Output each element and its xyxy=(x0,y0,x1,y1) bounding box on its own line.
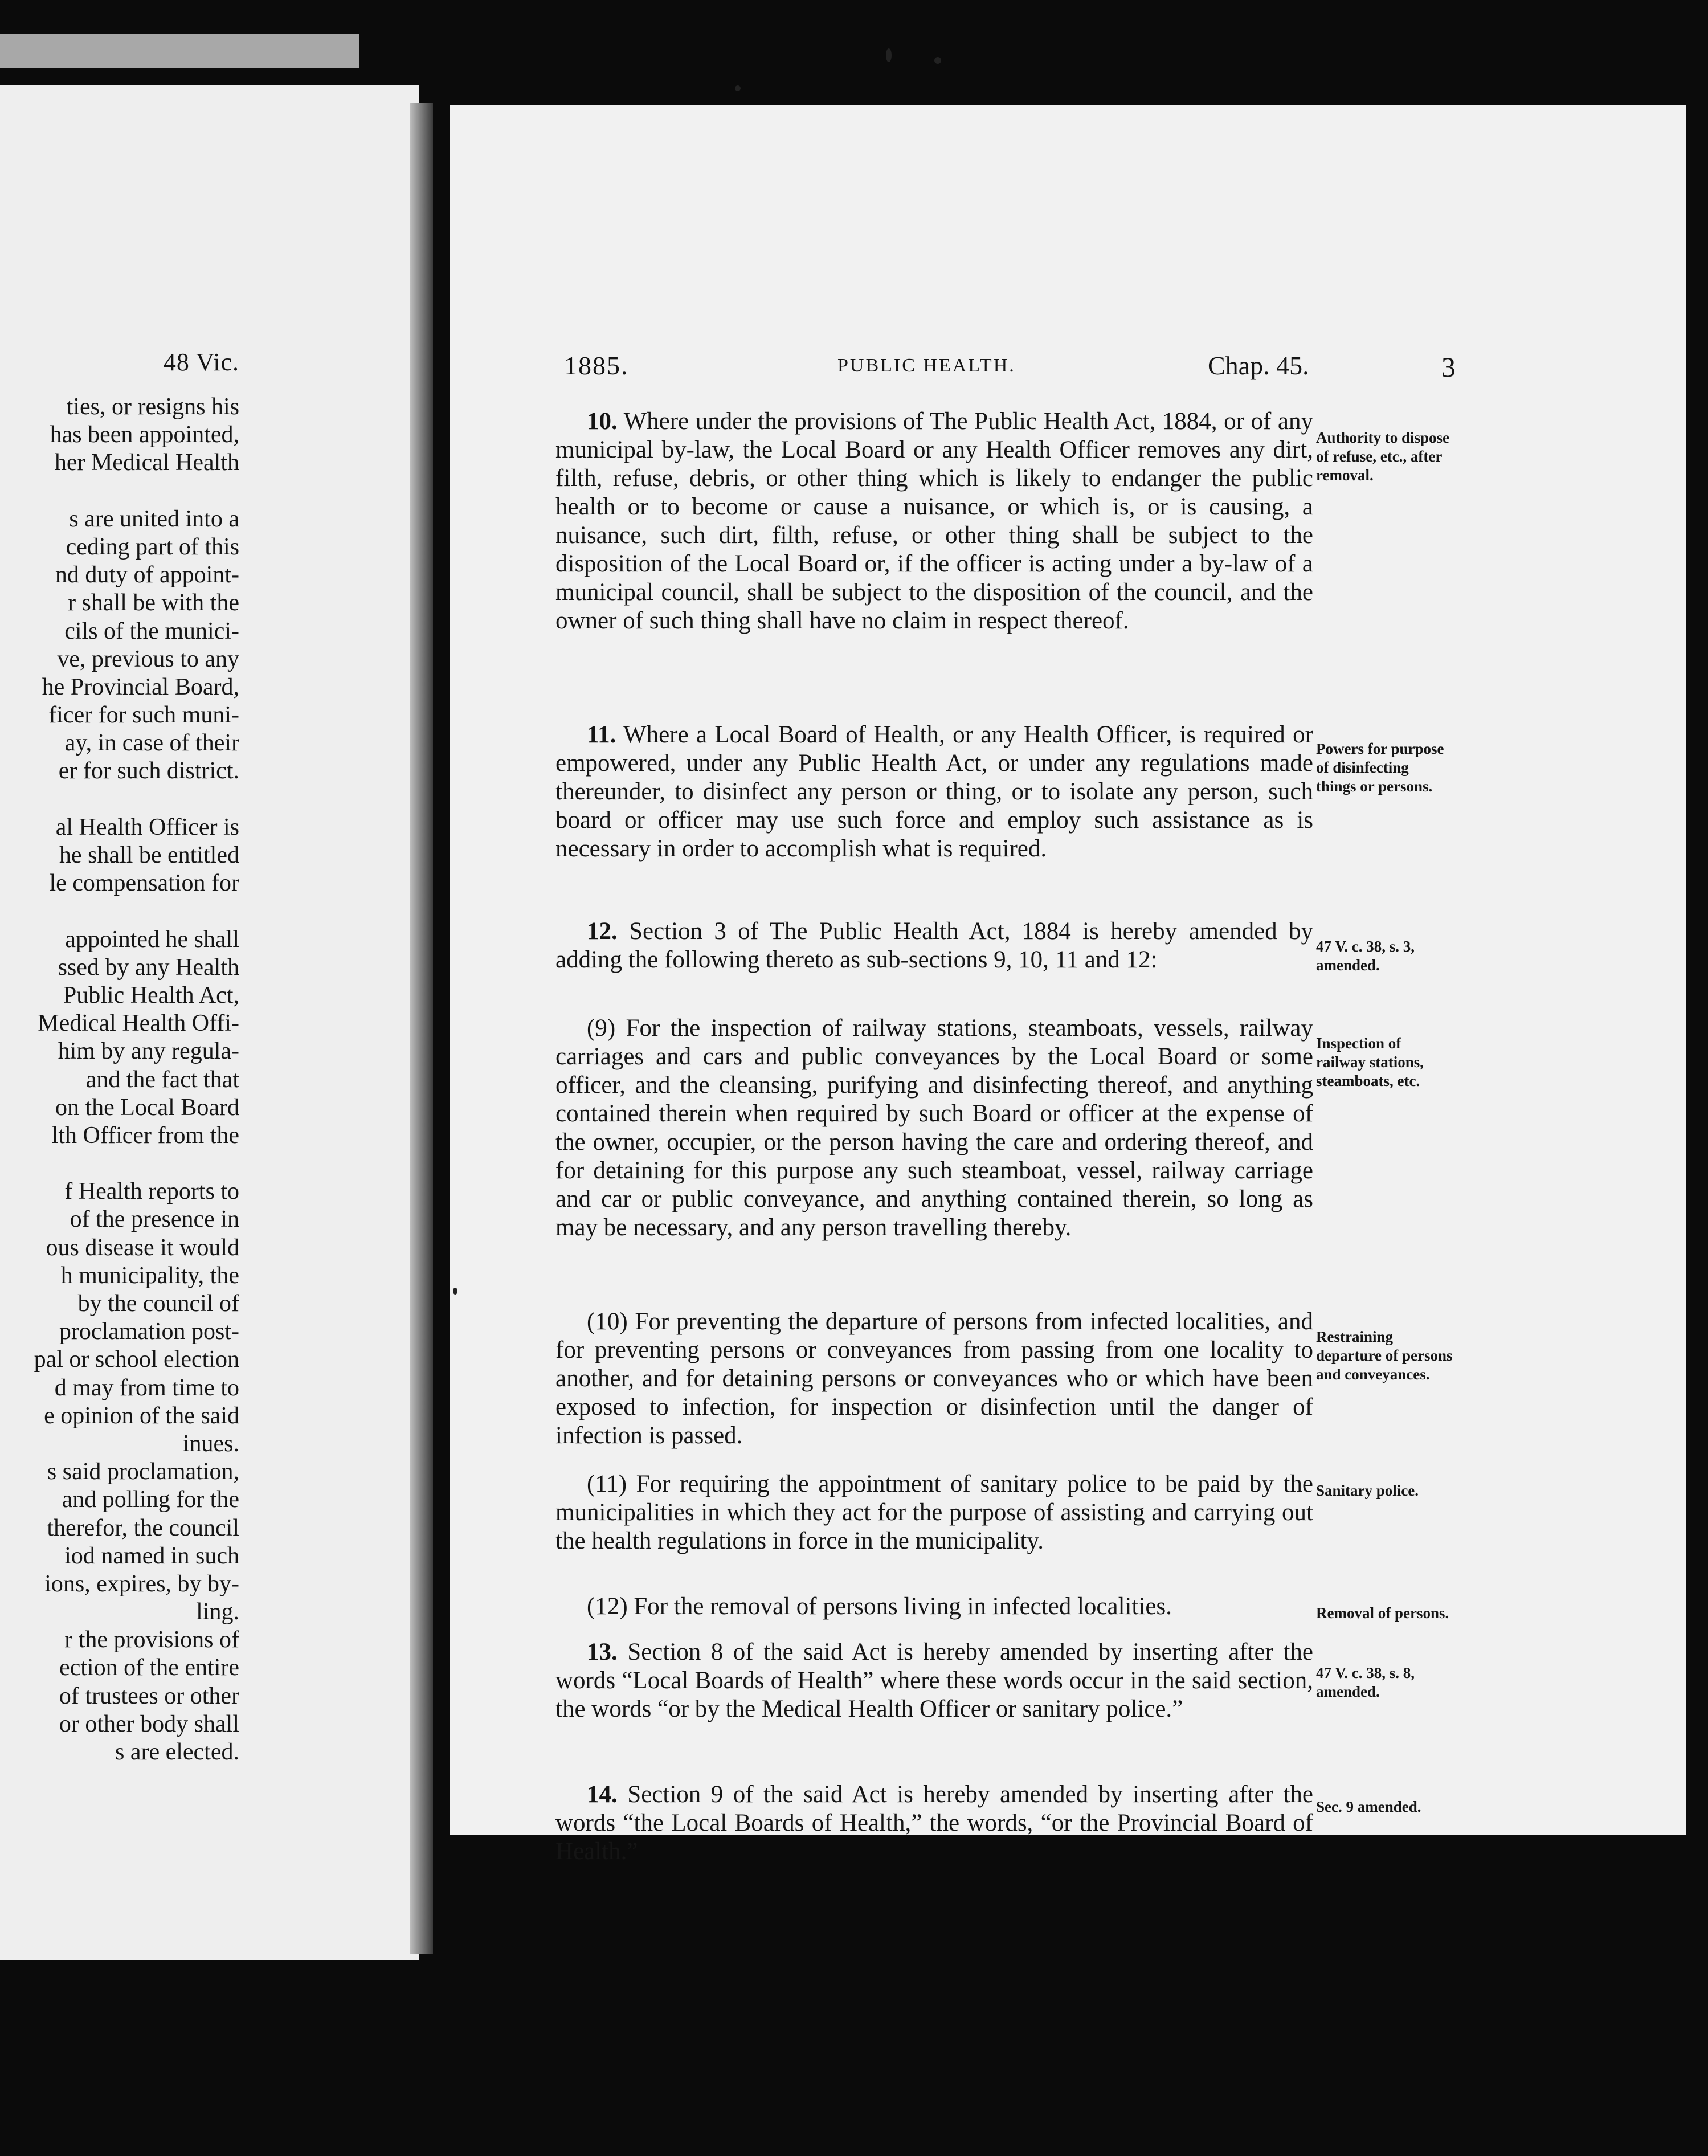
section-10 xyxy=(555,407,1313,635)
section-text: Where under the provisions of The Public Health Act, 1884, or of any municipal by-law, the Local Board or any Health Officer removes any dirt, filth, refuse, debris, or other thing which is likely to endanger the public health or to become or cause a nuisance, or which is, or is causing, a nuisance, such dirt, filth, refuse, or other thing shall be subject to the disposition of the Local Board or, if the officer is acting under a by-law of a municipal council, shall be subject to the disposition of the council, and the owner of such thing shall have no claim in respect thereof. xyxy=(555,408,1313,634)
section-number: 12. xyxy=(587,918,618,945)
left-page-line: him by any regula- xyxy=(58,1038,239,1065)
left-page-text xyxy=(0,393,239,1766)
left-page-line: therefor, the council xyxy=(47,1514,239,1541)
margin-note: Sanitary police. xyxy=(1316,1482,1419,1499)
left-page-line: appointed he shall xyxy=(65,926,239,953)
section-13 xyxy=(555,1638,1313,1724)
left-page-line: Medical Health Offi- xyxy=(38,1010,239,1037)
left-page-line: has been appointed, xyxy=(50,422,239,448)
header-year: 1885. xyxy=(564,351,629,380)
left-page-line: le compensation for xyxy=(49,870,239,897)
section-number: 14. xyxy=(587,1781,618,1808)
subsection-12 xyxy=(555,1592,1313,1621)
section-text: Section 9 of the said Act is hereby amended by inserting after the words “the Local Boards of Health,” the words, “or the Provincial Board of Health.” xyxy=(555,1781,1314,1865)
left-page-line: proclamation post- xyxy=(59,1318,239,1345)
subsection-number: (9) xyxy=(587,1015,616,1042)
left-page-line: ous disease it would xyxy=(46,1234,239,1261)
left-page xyxy=(0,85,419,1960)
subsection-11 xyxy=(555,1470,1313,1555)
margin-note: Powers for purpose of disinfecting things or persons. xyxy=(1316,740,1444,795)
subsection-text: For preventing the departure of persons from infected localities, and for preventing persons or conveyances from passing from one locality to another, and for detaining persons or conveyances who or which have been exposed to infection, for inspection or disinfection until the danger of infection is passed. xyxy=(555,1308,1313,1449)
page-number: 3 xyxy=(1441,351,1456,383)
left-page-line: ay, in case of their xyxy=(64,730,239,757)
section-text: Where a Local Board of Health, or any Health Officer, is required or empowered, under any Public Health Act, or under any regulations made thereunder, to disinfect any person or thing, or to isolate any person, such board or officer may use such force and employ such assistance as is necessary in order to accomplish what is required. xyxy=(555,721,1313,862)
left-page-line: of the presence in xyxy=(70,1206,239,1233)
left-page-line: ve, previous to any xyxy=(57,646,239,672)
left-page-line: lth Officer from the xyxy=(51,1122,239,1149)
margin-note: Sec. 9 amended. xyxy=(1316,1798,1421,1815)
subsection-number: (12) xyxy=(587,1593,628,1620)
margin-note: 47 V. c. 38, s. 8, amended. xyxy=(1316,1664,1415,1700)
left-page-line: Public Health Act, xyxy=(63,982,239,1008)
left-page-line: r shall be with the xyxy=(68,590,239,616)
left-page-line: ceding part of this xyxy=(66,533,239,560)
scan-speck xyxy=(735,85,741,91)
left-page-line: inues. xyxy=(182,1430,239,1457)
book-edge-strip xyxy=(0,34,359,68)
left-page-line: pal or school election xyxy=(34,1346,239,1373)
margin-note: Authority to dispose of refuse, etc., after removal. xyxy=(1316,429,1450,484)
section-number: 13. xyxy=(587,1639,618,1665)
section-14 xyxy=(555,1781,1313,1866)
left-page-line: h municipality, the xyxy=(60,1262,239,1289)
left-page-line: and polling for the xyxy=(62,1487,239,1513)
left-page-line: ficer for such muni- xyxy=(48,702,239,729)
section-number: 10. xyxy=(587,408,618,435)
subsection-10 xyxy=(555,1308,1313,1450)
left-page-line xyxy=(0,786,239,814)
left-page-line: ssed by any Health xyxy=(58,954,239,981)
margin-note: Restraining departure of persons and conveyances. xyxy=(1316,1328,1453,1383)
left-page-line xyxy=(0,897,239,925)
subsection-text: For the inspection of railway stations, steamboats, vessels, railway carriages and cars and public conveyances by the Local Board or some officer, and the cleansing, purifying and disinfecting thereof, and anything contained therein when required by such Board or officer at the expense of the owner, occupier, or the person having the care and ordering thereof, and for detaining for this purpose any such steamboat, vessel, railway carriage and car or public conveyance, and anything contained therein, so long as may be necessary, and any person travelling thereby. xyxy=(555,1015,1314,1241)
subsection-number: (11) xyxy=(587,1471,627,1497)
chapter-label: Chap. 45. xyxy=(1208,351,1309,380)
section-text: Section 3 of The Public Health Act, 1884 is hereby amended by adding the following thereto as sub-sections 9, 10, 11 and 12: xyxy=(555,918,1313,973)
left-page-line: on the Local Board xyxy=(55,1094,239,1121)
subsection-9 xyxy=(555,1014,1313,1242)
left-page-line: and the fact that xyxy=(85,1066,239,1093)
section-number: 11. xyxy=(587,721,616,748)
left-page-line: cils of the munici- xyxy=(64,618,239,644)
left-page-line: iod named in such xyxy=(64,1542,239,1569)
left-page-line: er for such district. xyxy=(58,758,239,785)
section-12 xyxy=(555,917,1313,974)
left-page-line: ties, or resigns his xyxy=(66,394,239,420)
subsection-number: (10) xyxy=(587,1308,628,1335)
left-page-line: ection of the entire xyxy=(59,1655,239,1681)
left-page-line: ling. xyxy=(196,1599,239,1626)
left-page-line: nd duty of appoint- xyxy=(55,562,239,589)
left-page-line: or other body shall xyxy=(59,1710,239,1737)
scan-speck xyxy=(453,1288,457,1295)
margin-note: 47 V. c. 38, s. 3, amended. xyxy=(1316,938,1415,974)
left-page-line: by the council of xyxy=(77,1291,239,1317)
section-11 xyxy=(555,721,1313,863)
scan-speck xyxy=(934,57,941,64)
left-page-line: al Health Officer is xyxy=(55,814,239,840)
left-page-line xyxy=(0,477,239,505)
scan-speck xyxy=(886,48,892,62)
left-page-line: s are united into a xyxy=(69,505,239,532)
left-page-line: f Health reports to xyxy=(64,1178,239,1205)
running-header xyxy=(564,350,1456,385)
page-gutter xyxy=(410,103,433,1954)
margin-note: Inspection of railway stations, steamboats, etc. xyxy=(1316,1035,1424,1089)
left-page-line: d may from time to xyxy=(54,1374,239,1401)
left-page-line: s said proclamation, xyxy=(47,1459,239,1485)
section-text: Section 8 of the said Act is hereby amended by inserting after the words “Local Boards of Health” where these words occur in the said section, the words “or by the Medical Health Officer or sanitary police.” xyxy=(555,1639,1314,1722)
left-page-line: ions, expires, by by- xyxy=(44,1570,239,1597)
left-page-header: 48 Vic. xyxy=(163,348,239,376)
left-page-line: her Medical Health xyxy=(54,450,239,476)
left-page-line: he shall be entitled xyxy=(59,842,239,868)
left-page-line xyxy=(0,1150,239,1178)
left-page-line: r the provisions of xyxy=(64,1627,239,1653)
subsection-text: For the removal of persons living in infected localities. xyxy=(634,1593,1172,1620)
left-page-line: he Provincial Board, xyxy=(42,673,239,700)
margin-note: Removal of persons. xyxy=(1316,1604,1449,1622)
left-page-line: of trustees or other xyxy=(59,1683,239,1709)
left-page-line: s are elected. xyxy=(115,1739,239,1765)
running-title: PUBLIC HEALTH. xyxy=(837,355,1016,376)
subsection-text: For requiring the appointment of sanitary police to be paid by the municipalities in which they act for the purpose of assisting and carrying out the health regulations in force in the municipality. xyxy=(555,1471,1313,1554)
left-page-line: e opinion of the said xyxy=(44,1402,239,1429)
